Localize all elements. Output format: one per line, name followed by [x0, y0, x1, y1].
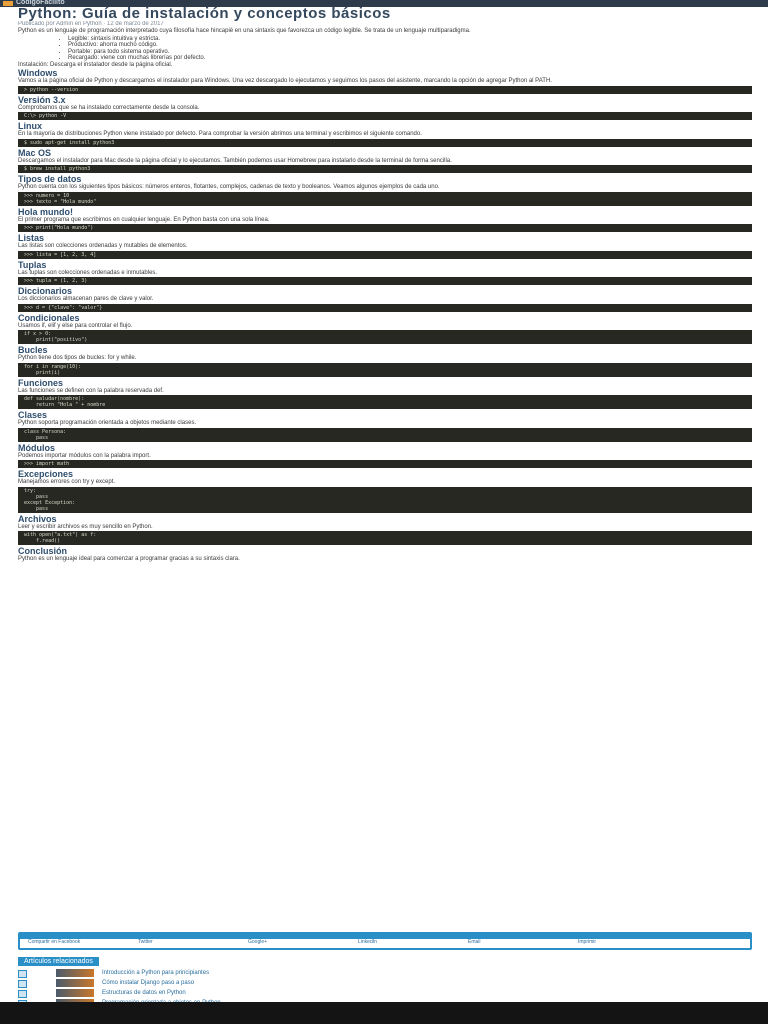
section-heading: Windows — [18, 69, 58, 78]
section-paragraph: Las tuplas son colecciones ordenadas e inmutables. — [18, 269, 158, 276]
code-block: def saludar(nombre): return "Hola " + nombre — [18, 395, 752, 409]
article-meta: Publicado por Admin en Python · 12 de marzo de 2017 — [18, 21, 164, 27]
related-link[interactable]: Cómo instalar Django paso a paso — [102, 980, 195, 986]
code-block: >>> d = {"clave": "valor"} — [18, 304, 752, 312]
section-paragraph: Podemos importar módulos con la palabra import. — [18, 452, 151, 459]
section-paragraph: Python soporta programación orientada a objetos mediante clases. — [18, 420, 197, 426]
article-intro-2: Instalación: Descarga el instalador desde la página oficial. — [18, 61, 173, 68]
code-block: for i in range(10): print(i) — [18, 363, 752, 377]
code-block: $ sudo apt-get install python3 — [18, 139, 752, 147]
section-heading: Clases — [18, 411, 48, 420]
section-paragraph: En la mayoría de distribuciones Python viene instalado por defecto. Para comprobar la versión abrimos una terminal y escribimos el siguiente comando. — [18, 131, 422, 137]
section-heading: Conclusión — [18, 547, 67, 556]
article-icon — [18, 980, 27, 988]
section-paragraph: Leer y escribir archivos es muy sencillo en Python. — [18, 523, 153, 530]
section-paragraph: Los diccionarios almacenan pares de clave y valor. — [18, 296, 154, 302]
code-block: try: pass except Exception: pass — [18, 487, 752, 513]
code-block: class Persona: pass — [18, 428, 752, 442]
section-heading: Hola mundo! — [18, 207, 73, 217]
page-footer — [0, 1002, 768, 1024]
section-heading: Archivos — [18, 514, 57, 524]
related-articles — [18, 950, 748, 998]
section-paragraph: Python es un lenguaje ideal para comenzar a programar gracias a su sintaxis clara. — [18, 556, 240, 562]
intro-list-item: • Recargado: viene con muchas librerías por defecto. — [68, 55, 752, 62]
section-heading: Módulos — [18, 443, 55, 453]
code-block: >>> print("Hola mundo") — [18, 224, 752, 232]
section-heading: Listas — [18, 234, 45, 243]
related-item[interactable] — [18, 969, 748, 978]
section-paragraph: Vamos a la página oficial de Python y descargamos el instalador para Windows. Una vez descargado lo ejecutamos y seguimos los pasos del asistente, marcando la opción de agregar Python al PATH. — [18, 78, 552, 84]
section-paragraph: Las funciones se definen con la palabra reservada def. — [18, 387, 164, 394]
related-link[interactable]: Estructuras de datos en Python — [102, 990, 186, 996]
share-link[interactable]: Compartir en Facebook — [28, 939, 81, 945]
section-heading: Versión 3.x — [18, 95, 66, 105]
section-heading: Condicionales — [18, 313, 80, 323]
share-bar — [20, 934, 750, 939]
related-thumbnail[interactable] — [56, 989, 94, 997]
section-paragraph: Python cuenta con los siguientes tipos básicos: números enteros, flotantes, complejos, cadenas de texto y booleanos. Veamos algunos ejemplos de cada uno. — [18, 184, 440, 190]
article-sections — [18, 69, 752, 563]
article-icon — [18, 970, 27, 978]
related-link[interactable]: Introducción a Python para principiantes — [102, 970, 210, 976]
code-block: if x > 0: print("positivo") — [18, 330, 752, 344]
section-heading: Tuplas — [18, 260, 47, 270]
section-paragraph: Descargamos el instalador para Mac desde la página oficial y lo ejecutamos. También podemos usar Homebrew para instalarlo desde la terminal de forma sencilla. — [18, 157, 452, 164]
code-block: C:\> python -V — [18, 112, 752, 120]
section-paragraph: El primer programa que escribimos en cualquier lenguaje. En Python basta con una sola línea. — [18, 216, 270, 223]
intro-list-item: • Productivo: ahorra mucho código. — [68, 42, 752, 49]
article-title: Python: Guía de instalación y conceptos básicos — [18, 6, 391, 21]
intro-list-item: • Legible: sintaxis intuitiva y estricta. — [68, 36, 752, 43]
share-link[interactable]: Email — [468, 939, 481, 945]
intro-list-item: • Portable: para todo sistema operativo. — [68, 49, 752, 56]
code-block: with open("a.txt") as f: f.read() — [18, 531, 752, 545]
section-heading: Funciones — [18, 378, 64, 388]
share-link[interactable]: Twitter — [138, 939, 153, 945]
section-heading: Diccionarios — [18, 287, 73, 296]
related-item[interactable] — [18, 979, 748, 988]
code-block: $ brew install python3 — [18, 165, 752, 173]
share-box — [18, 932, 752, 950]
section-heading: Excepciones — [18, 470, 74, 479]
code-block: >>> lista = [1, 2, 3, 4] — [18, 251, 752, 259]
intro-list — [18, 36, 752, 62]
section-paragraph: Python tiene dos tipos de bucles: for y while. — [18, 355, 137, 361]
section-paragraph: Manejamos errores con try y except. — [18, 479, 116, 485]
related-thumbnail[interactable] — [56, 969, 94, 977]
section-heading: Tipos de datos — [18, 175, 82, 184]
site-logo[interactable] — [3, 1, 13, 6]
section-heading: Linux — [18, 122, 42, 131]
related-item[interactable] — [18, 989, 748, 998]
code-block: > python --version — [18, 86, 752, 94]
site-brand[interactable]: CódigoFacilito — [16, 0, 65, 6]
section-paragraph: Usamos if, elif y else para controlar el flujo. — [18, 322, 133, 329]
article-content — [18, 6, 752, 928]
share-link[interactable]: Google+ — [248, 939, 268, 945]
section-paragraph: Las listas son colecciones ordenadas y mutables de elementos. — [18, 243, 188, 249]
code-block: >>> numero = 10 >>> texto = "Hola mundo" — [18, 192, 752, 206]
section-heading: Bucles — [18, 346, 48, 355]
related-heading: Artículos relacionados — [18, 957, 99, 966]
share-link[interactable]: Imprimir — [578, 939, 597, 945]
related-thumbnail[interactable] — [56, 979, 94, 987]
article-icon — [18, 990, 27, 998]
article-intro: Python es un lenguaje de programación interpretado cuya filosofía hace hincapié en una sintaxis que favorezca un código legible. Se trata de un lenguaje multiparadigma. — [18, 28, 471, 34]
share-link[interactable]: LinkedIn — [358, 939, 377, 945]
section-heading: Mac OS — [18, 148, 52, 158]
section-paragraph: Comprobamos que se ha instalado correctamente desde la consola. — [18, 104, 200, 111]
code-block: >>> tupla = (1, 2, 3) — [18, 277, 752, 285]
code-block: >>> import math — [18, 460, 752, 468]
